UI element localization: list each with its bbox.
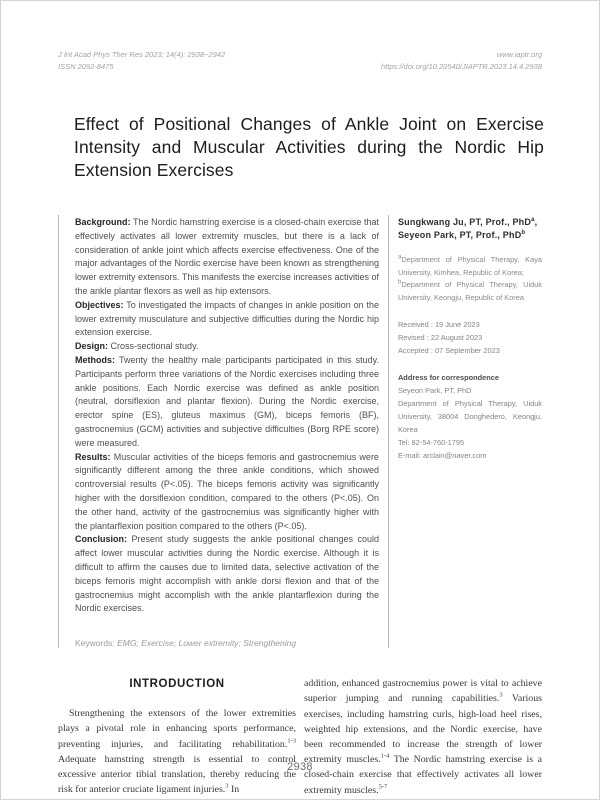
abstract-paragraph — [75, 533, 379, 616]
author-affil-mark: a — [531, 217, 535, 223]
affiliation-text: Department of Physical Therapy, Uiduk University, Keongju, Republic of Korea — [397, 280, 542, 302]
affiliations-block — [398, 254, 542, 304]
introduction-section — [58, 676, 542, 798]
abstract-text: Muscular activities of the biceps femoris and gastrocnemius were significantly different among the three ankle conditions, which showed controversial results (P<.05). The biceps femoris activity was significantly higher with the dorsiflexion condition, compared to the others (P<.05). On the other hand, activity of the gastrocnemius was significantly higher with the plantarflexion position compared to the others (P<.05). — [75, 451, 379, 531]
authors-block — [398, 216, 542, 242]
affil-mark: a — [397, 254, 402, 261]
intro-paragraph-right — [304, 676, 542, 798]
affiliation-text: Department of Physical Therapy, Kaya University, Kimhea, Republic of Korea; — [397, 255, 542, 277]
introduction-heading: INTRODUCTION — [129, 678, 225, 691]
correspondence-heading: Address for correspondence — [397, 373, 500, 383]
citation-ref: 3 — [499, 692, 503, 700]
abstract-text: Present study suggests the ankle positional changes could affect lower muscular activities during the Nordic exercise. Although it is difficult to affirm the causes due to limited data, selective activation of the biceps femoris might accomplish with ankle dorsi flexion and that of the gastrocnemius might accomplish with the ankle plantarflexion during the Nordic exercises. — [75, 534, 379, 614]
correspondent-name: Seyeon Park, PT, PhD — [397, 386, 472, 396]
abstract-label: Results: — [75, 451, 111, 462]
intro-text: Adequate hamstring strength is essential to control excessive anterior tibial translation, thereby reducing the risk for anterior cruciate ligament injuries. — [58, 753, 296, 796]
intro-right-column — [304, 676, 542, 798]
abstract-text: To investigated the impacts of changes in ankle position on the lower extremity musculature and subjective difficulties during the Nordic hip extension exercise. — [75, 299, 379, 338]
author-name-text: Sungkwang Ju, PT, Prof., PhD — [397, 217, 532, 227]
abstract-paragraph — [75, 216, 379, 299]
author-name-tail: , — [534, 217, 538, 227]
abstract-paragraph — [75, 340, 379, 354]
article-title: Effect of Positional Changes of Ankle Joint on Exercise Intensity and Muscular Activities during the Nordic Hip Extension Exercises — [74, 114, 544, 180]
revised-date: Revised : 22 August 2023 — [397, 333, 483, 343]
abstract-label: Conclusion: — [75, 534, 127, 545]
abstract-label: Design: — [75, 341, 109, 352]
intro-paragraph-left — [58, 706, 296, 797]
correspondence-block — [398, 371, 542, 462]
intro-text: Strengthening the extensors of the lower extremities plays a pivotal role in enhancing sports performance, preventing injuries, and facilitating rehabilitation. — [58, 708, 296, 750]
correspondent-email: E-mail: arclain@naver.com — [397, 451, 487, 461]
abstract-text: The Nordic hamstring exercise is a closed-chain exercise that effectively activates all lower extremity muscles, but there is a lack of consideration of ankle joint which affects exercise effectiveness. One of the major advantages of the Nordic exercise have been known as strengthening lower extremity extensors. This manifests the exercise increases activities of the ankle plantar flexors as well as hip extensors. — [75, 217, 379, 296]
doi-link: https://doi.org/10.20540/JIAPTR.2023.14.4.2938 — [381, 62, 542, 71]
citation-ref: 1-4 — [380, 752, 390, 760]
keywords-line — [75, 638, 379, 648]
journal-citation: J Int Acad Phys Ther Res 2023; 14(4): 2938~2942 — [58, 50, 226, 59]
link-block — [381, 49, 542, 73]
dates-block — [398, 318, 542, 357]
citation-block — [58, 49, 225, 73]
intro-text: addition, enhanced gastrocnemius power is vital to achieve superior jumping and running capabilities. — [304, 678, 542, 705]
abstract-paragraph — [75, 299, 379, 340]
keywords-values: EMG; Exercise; Lower extremity; Strengthening — [117, 638, 297, 649]
citation-ref: 3 — [225, 782, 229, 790]
author-affil-mark: b — [521, 230, 526, 236]
affiliation — [398, 279, 542, 304]
correspondence-lines — [398, 384, 542, 462]
citation-ref: 1-3 — [287, 737, 296, 745]
intro-left-column — [58, 676, 296, 798]
affil-mark: b — [397, 279, 402, 286]
page-header — [58, 49, 542, 73]
abstract-label: Background: — [75, 217, 131, 227]
affiliation — [398, 254, 542, 279]
author-name-text: Seyeon Park, PT, Prof., PhD — [397, 230, 522, 240]
correspondent-tel: Tel: 82-54-760-1795 — [397, 438, 465, 448]
abstract-paragraph — [75, 354, 379, 451]
author-name — [398, 216, 542, 229]
abstract-label: Methods: — [75, 354, 115, 365]
abstract-paragraph — [75, 451, 379, 534]
citation-ref: 5-7 — [378, 783, 388, 791]
intro-text: The Nordic hamstring exercise is a closed-chain exercise that effectively activates all lower extremity muscles. — [304, 754, 543, 796]
abstract-text: Cross-sectional study. — [110, 341, 199, 352]
received-date: Received : 19 June 2023 — [397, 320, 480, 330]
abstract-label: Objectives: — [75, 299, 124, 310]
keywords-label: Keywords: — [75, 638, 115, 649]
accepted-date: Accepted : 07 September 2023 — [397, 346, 500, 356]
correspondent-address: Department of Physical Therapy, Uiduk University, 38004 Donghedero, Keongju, Korea — [397, 399, 542, 435]
journal-website: www.iaptr.org — [496, 50, 542, 59]
abstract-text: Twenty the healthy male participants participated in this study. Participants perform three variations of the Nordic exercises including three ankle positions. Each Nordic exercise was defined as ankle position (neutral, dorsiflexion and plantar flexion). During the Nordic exercise, erector spine (ES), gluteus maximus (GM), biceps femoris (BF), gastrocnemius (GCM) activities and subjective difficulties (Borg RPE score) were measured. — [75, 354, 379, 448]
intro-text: In — [228, 784, 240, 796]
page-number: 2938 — [287, 761, 313, 773]
intro-text: Various exercises, including hamstring curls, high-load heel rises, weighted hip extensions, and the Nordic exercise, have been recommended to increase the strength of lower extremity muscles. — [304, 693, 542, 766]
author-info-column — [388, 215, 542, 648]
author-name — [398, 229, 542, 242]
abstract-section — [58, 215, 542, 648]
issn: ISSN 2092-8475 — [58, 62, 114, 71]
abstract-column — [59, 215, 388, 648]
